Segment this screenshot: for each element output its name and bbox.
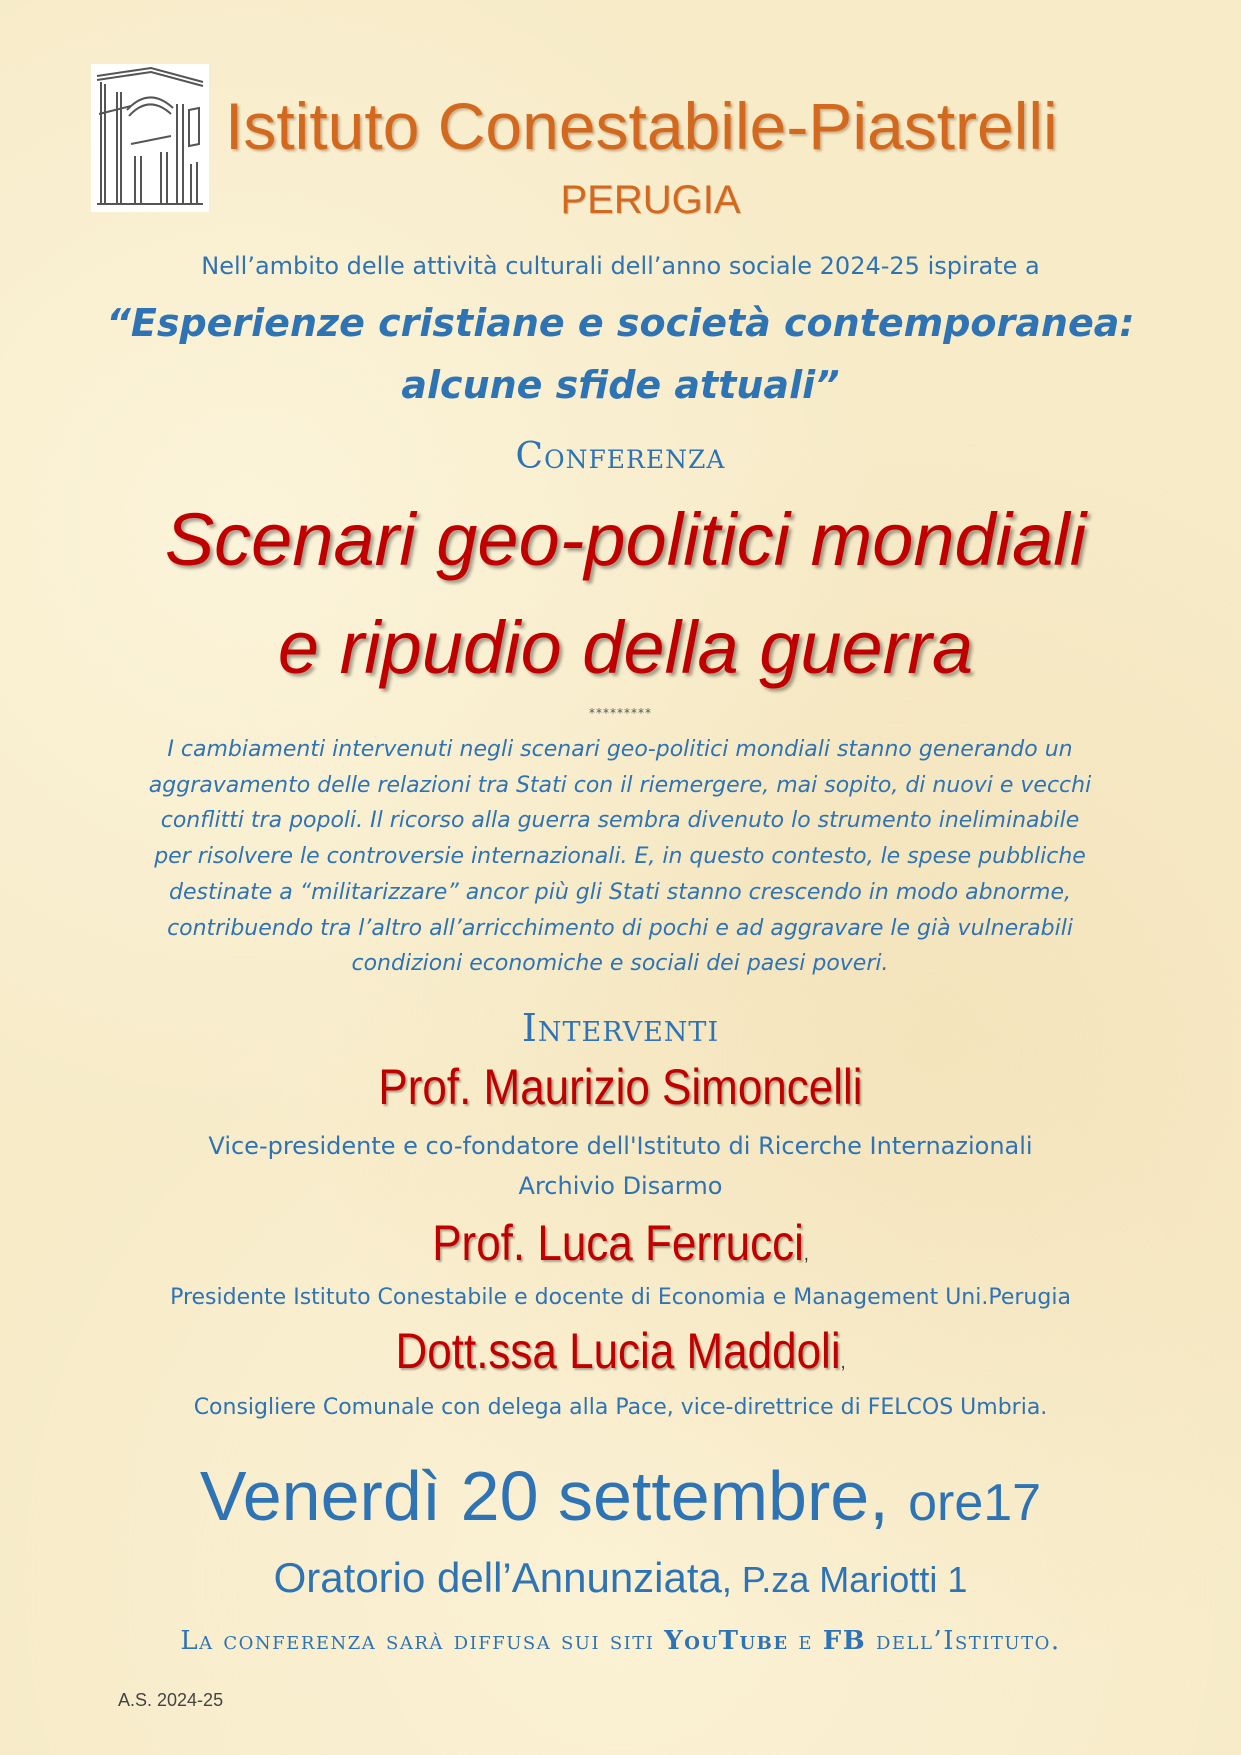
institute-name: Istituto Conestabile-Piastrelli	[225, 89, 1058, 163]
time-text: ore17	[908, 1474, 1042, 1532]
description-line: destinate a “militarizzare” ancor più gli Stati stanno crescendo in modo abnorme,	[169, 879, 1071, 905]
speaker-1-role	[0, 1126, 1241, 1206]
venue-address: , P.za Mariotti 1	[721, 1559, 968, 1600]
conference-label: Conferenza	[515, 436, 726, 477]
description-line: I cambiamenti intervenuti negli scenari geo-politici mondiali stanno generando un	[167, 737, 1073, 762]
role-line-2: Archivio Disarmo	[518, 1172, 723, 1200]
intro-text: Nell’ambito delle attività culturali dell’anno sociale 2024-25 ispirate a	[201, 252, 1040, 280]
description	[100, 732, 1140, 982]
description-line: condizioni economiche e sociali dei paesi poveri.	[351, 951, 889, 977]
event-venue	[0, 1554, 1241, 1602]
broadcast-note	[0, 1626, 1241, 1656]
title-line-1: Scenari geo-politici mondiali	[164, 498, 1087, 581]
theme-line-1: “Esperienze cristiane e società contemporanea:	[106, 301, 1135, 345]
academic-year: A.S. 2024-25	[118, 1690, 224, 1710]
speakers-label: Interventi	[521, 1006, 720, 1050]
cultural-theme	[0, 292, 1241, 416]
theme-line-2: alcune sfide attuali”	[401, 363, 840, 407]
description-line: per risolvere le controversie internazionali. E, in questo contesto, le spese pubbliche	[154, 844, 1086, 870]
speaker-2-name	[74, 1214, 1166, 1272]
description-line: aggravamento delle relazioni tra Stati con il riemergere, mai sopito, di nuovi e vecchi	[148, 772, 1092, 798]
speaker-1-name	[74, 1058, 1166, 1116]
broadcast-prefix: La conferenza sarà diffusa sui siti	[180, 1626, 665, 1656]
conference-title	[5, 486, 1241, 702]
description-line: contribuendo tra l’altro all’arricchimento di pochi e ad aggravare le già vulnerabili	[167, 915, 1073, 941]
venue-name: Oratorio dell’Annunziata	[273, 1554, 722, 1601]
broadcast-conj: e	[788, 1626, 823, 1656]
speaker-comma: ,	[840, 1351, 846, 1373]
institute-city: PERUGIA	[560, 178, 741, 222]
speaker-comma: ,	[803, 1243, 809, 1265]
speaker-name: Prof. Luca Ferrucci	[432, 1215, 804, 1271]
speaker-3-role: Consigliere Comunale con delega alla Pace, vice-direttrice di FELCOS Umbria.	[193, 1395, 1048, 1420]
title-line-2: e ripudio della guerra	[277, 606, 974, 689]
date-text: Venerdì 20 settembre,	[199, 1457, 889, 1535]
fb-label: FB	[822, 1626, 867, 1656]
separator: *********	[589, 706, 652, 720]
speaker-2-role: Presidente Istituto Conestabile e docente di Economia e Management Uni.Perugia	[170, 1285, 1071, 1310]
speaker-name: Dott.ssa Lucia Maddoli	[395, 1323, 841, 1379]
youtube-label: YouTube	[664, 1626, 789, 1656]
event-date	[0, 1456, 1241, 1536]
description-line: conflitti tra popoli. Il ricorso alla guerra sembra divenuto lo strumento ineliminabile	[160, 808, 1080, 834]
broadcast-suffix: dell’Istituto.	[866, 1626, 1061, 1656]
role-line-1: Vice-presidente e co-fondatore dell'Istituto di Ricerche Internazionali	[208, 1132, 1033, 1160]
speaker-3-name	[74, 1322, 1166, 1380]
speaker-name: Prof. Maurizio Simoncelli	[378, 1059, 863, 1115]
